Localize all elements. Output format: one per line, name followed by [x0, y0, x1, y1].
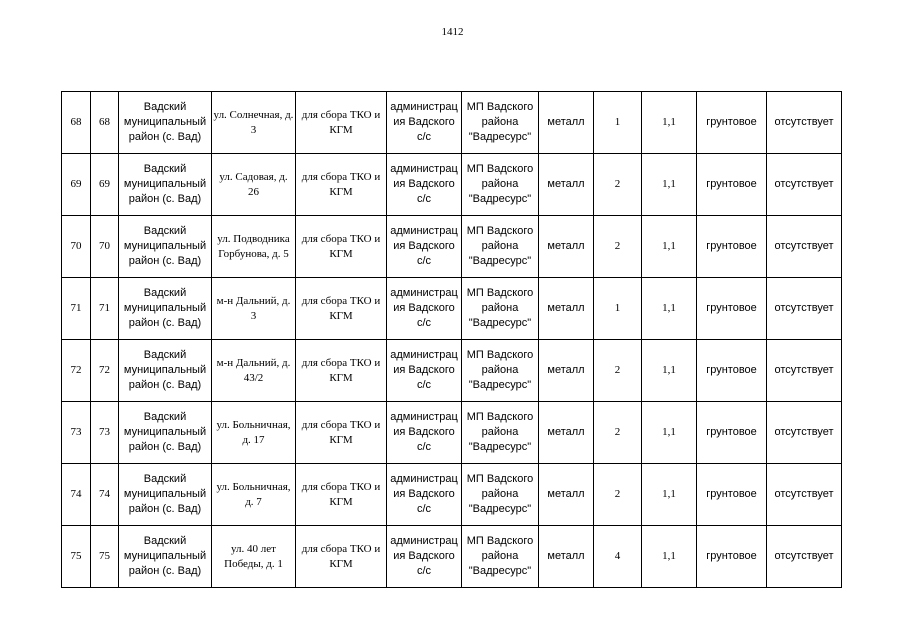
- operator-cell: МП Вадского района "Вадресурс": [462, 526, 539, 588]
- purpose-cell: для сбора ТКО и КГМ: [296, 216, 387, 278]
- material-cell: металл: [539, 464, 594, 526]
- purpose-cell: для сбора ТКО и КГМ: [296, 402, 387, 464]
- purpose-cell: для сбора ТКО и КГМ: [296, 464, 387, 526]
- table-row: [62, 154, 842, 216]
- district-cell: Вадский муниципальный район (с. Вад): [119, 340, 212, 402]
- surface-cell: грунтовое: [697, 402, 767, 464]
- purpose-cell: для сбора ТКО и КГМ: [296, 526, 387, 588]
- row-number-cell: 75: [62, 526, 91, 588]
- container-volume-cell: 1,1: [642, 402, 697, 464]
- district-cell: Вадский муниципальный район (с. Вад): [119, 464, 212, 526]
- address-cell: м-н Дальний, д. 43/2: [212, 340, 296, 402]
- surface-cell: грунтовое: [697, 278, 767, 340]
- operator-cell: МП Вадского района "Вадресурс": [462, 278, 539, 340]
- address-cell: ул. Садовая, д. 26: [212, 154, 296, 216]
- row-number-cell: 71: [62, 278, 91, 340]
- container-volume-cell: 1,1: [642, 92, 697, 154]
- container-volume-cell: 1,1: [642, 464, 697, 526]
- fence-cell: отсутствует: [767, 92, 842, 154]
- table-row: [62, 402, 842, 464]
- material-cell: металл: [539, 340, 594, 402]
- purpose-cell: для сбора ТКО и КГМ: [296, 92, 387, 154]
- site-number-cell: 75: [91, 526, 119, 588]
- district-cell: Вадский муниципальный район (с. Вад): [119, 402, 212, 464]
- fence-cell: отсутствует: [767, 154, 842, 216]
- surface-cell: грунтовое: [697, 216, 767, 278]
- table-row: [62, 526, 842, 588]
- district-cell: Вадский муниципальный район (с. Вад): [119, 526, 212, 588]
- table-row: [62, 464, 842, 526]
- container-volume-cell: 1,1: [642, 526, 697, 588]
- container-volume-cell: 1,1: [642, 154, 697, 216]
- district-cell: Вадский муниципальный район (с. Вад): [119, 154, 212, 216]
- container-count-cell: 2: [594, 402, 642, 464]
- container-count-cell: 1: [594, 92, 642, 154]
- registry-table-body: [62, 92, 842, 588]
- owner-cell: администрация Вадского с/с: [387, 402, 462, 464]
- row-number-cell: 70: [62, 216, 91, 278]
- table-row: [62, 92, 842, 154]
- fence-cell: отсутствует: [767, 526, 842, 588]
- surface-cell: грунтовое: [697, 526, 767, 588]
- table-row: [62, 278, 842, 340]
- site-number-cell: 74: [91, 464, 119, 526]
- container-count-cell: 2: [594, 154, 642, 216]
- material-cell: металл: [539, 216, 594, 278]
- owner-cell: администрация Вадского с/с: [387, 526, 462, 588]
- district-cell: Вадский муниципальный район (с. Вад): [119, 216, 212, 278]
- table-row: [62, 340, 842, 402]
- fence-cell: отсутствует: [767, 402, 842, 464]
- fence-cell: отсутствует: [767, 464, 842, 526]
- operator-cell: МП Вадского района "Вадресурс": [462, 340, 539, 402]
- site-number-cell: 72: [91, 340, 119, 402]
- row-number-cell: 68: [62, 92, 91, 154]
- operator-cell: МП Вадского района "Вадресурс": [462, 92, 539, 154]
- owner-cell: администрация Вадского с/с: [387, 154, 462, 216]
- address-cell: м-н Дальний, д. 3: [212, 278, 296, 340]
- row-number-cell: 69: [62, 154, 91, 216]
- fence-cell: отсутствует: [767, 216, 842, 278]
- container-count-cell: 2: [594, 340, 642, 402]
- district-cell: Вадский муниципальный район (с. Вад): [119, 278, 212, 340]
- site-number-cell: 73: [91, 402, 119, 464]
- operator-cell: МП Вадского района "Вадресурс": [462, 464, 539, 526]
- purpose-cell: для сбора ТКО и КГМ: [296, 278, 387, 340]
- material-cell: металл: [539, 278, 594, 340]
- site-number-cell: 70: [91, 216, 119, 278]
- address-cell: ул. Подводника Горбунова, д. 5: [212, 216, 296, 278]
- container-count-cell: 2: [594, 216, 642, 278]
- container-volume-cell: 1,1: [642, 278, 697, 340]
- address-cell: ул. 40 лет Победы, д. 1: [212, 526, 296, 588]
- surface-cell: грунтовое: [697, 340, 767, 402]
- table-row: [62, 216, 842, 278]
- container-count-cell: 1: [594, 278, 642, 340]
- purpose-cell: для сбора ТКО и КГМ: [296, 340, 387, 402]
- owner-cell: администрация Вадского с/с: [387, 92, 462, 154]
- site-number-cell: 69: [91, 154, 119, 216]
- container-volume-cell: 1,1: [642, 216, 697, 278]
- registry-table: [61, 91, 842, 588]
- owner-cell: администрация Вадского с/с: [387, 340, 462, 402]
- owner-cell: администрация Вадского с/с: [387, 278, 462, 340]
- row-number-cell: 73: [62, 402, 91, 464]
- site-number-cell: 68: [91, 92, 119, 154]
- site-number-cell: 71: [91, 278, 119, 340]
- district-cell: Вадский муниципальный район (с. Вад): [119, 92, 212, 154]
- material-cell: металл: [539, 154, 594, 216]
- material-cell: металл: [539, 402, 594, 464]
- operator-cell: МП Вадского района "Вадресурс": [462, 216, 539, 278]
- material-cell: металл: [539, 526, 594, 588]
- container-count-cell: 4: [594, 526, 642, 588]
- material-cell: металл: [539, 92, 594, 154]
- address-cell: ул. Больничная, д. 17: [212, 402, 296, 464]
- page-number: 1412: [441, 26, 464, 38]
- fence-cell: отсутствует: [767, 278, 842, 340]
- owner-cell: администрация Вадского с/с: [387, 216, 462, 278]
- operator-cell: МП Вадского района "Вадресурс": [462, 154, 539, 216]
- surface-cell: грунтовое: [697, 464, 767, 526]
- surface-cell: грунтовое: [697, 92, 767, 154]
- purpose-cell: для сбора ТКО и КГМ: [296, 154, 387, 216]
- operator-cell: МП Вадского района "Вадресурс": [462, 402, 539, 464]
- container-count-cell: 2: [594, 464, 642, 526]
- address-cell: ул. Солнечная, д. 3: [212, 92, 296, 154]
- container-volume-cell: 1,1: [642, 340, 697, 402]
- row-number-cell: 72: [62, 340, 91, 402]
- fence-cell: отсутствует: [767, 340, 842, 402]
- surface-cell: грунтовое: [697, 154, 767, 216]
- row-number-cell: 74: [62, 464, 91, 526]
- owner-cell: администрация Вадского с/с: [387, 464, 462, 526]
- address-cell: ул. Больничная, д. 7: [212, 464, 296, 526]
